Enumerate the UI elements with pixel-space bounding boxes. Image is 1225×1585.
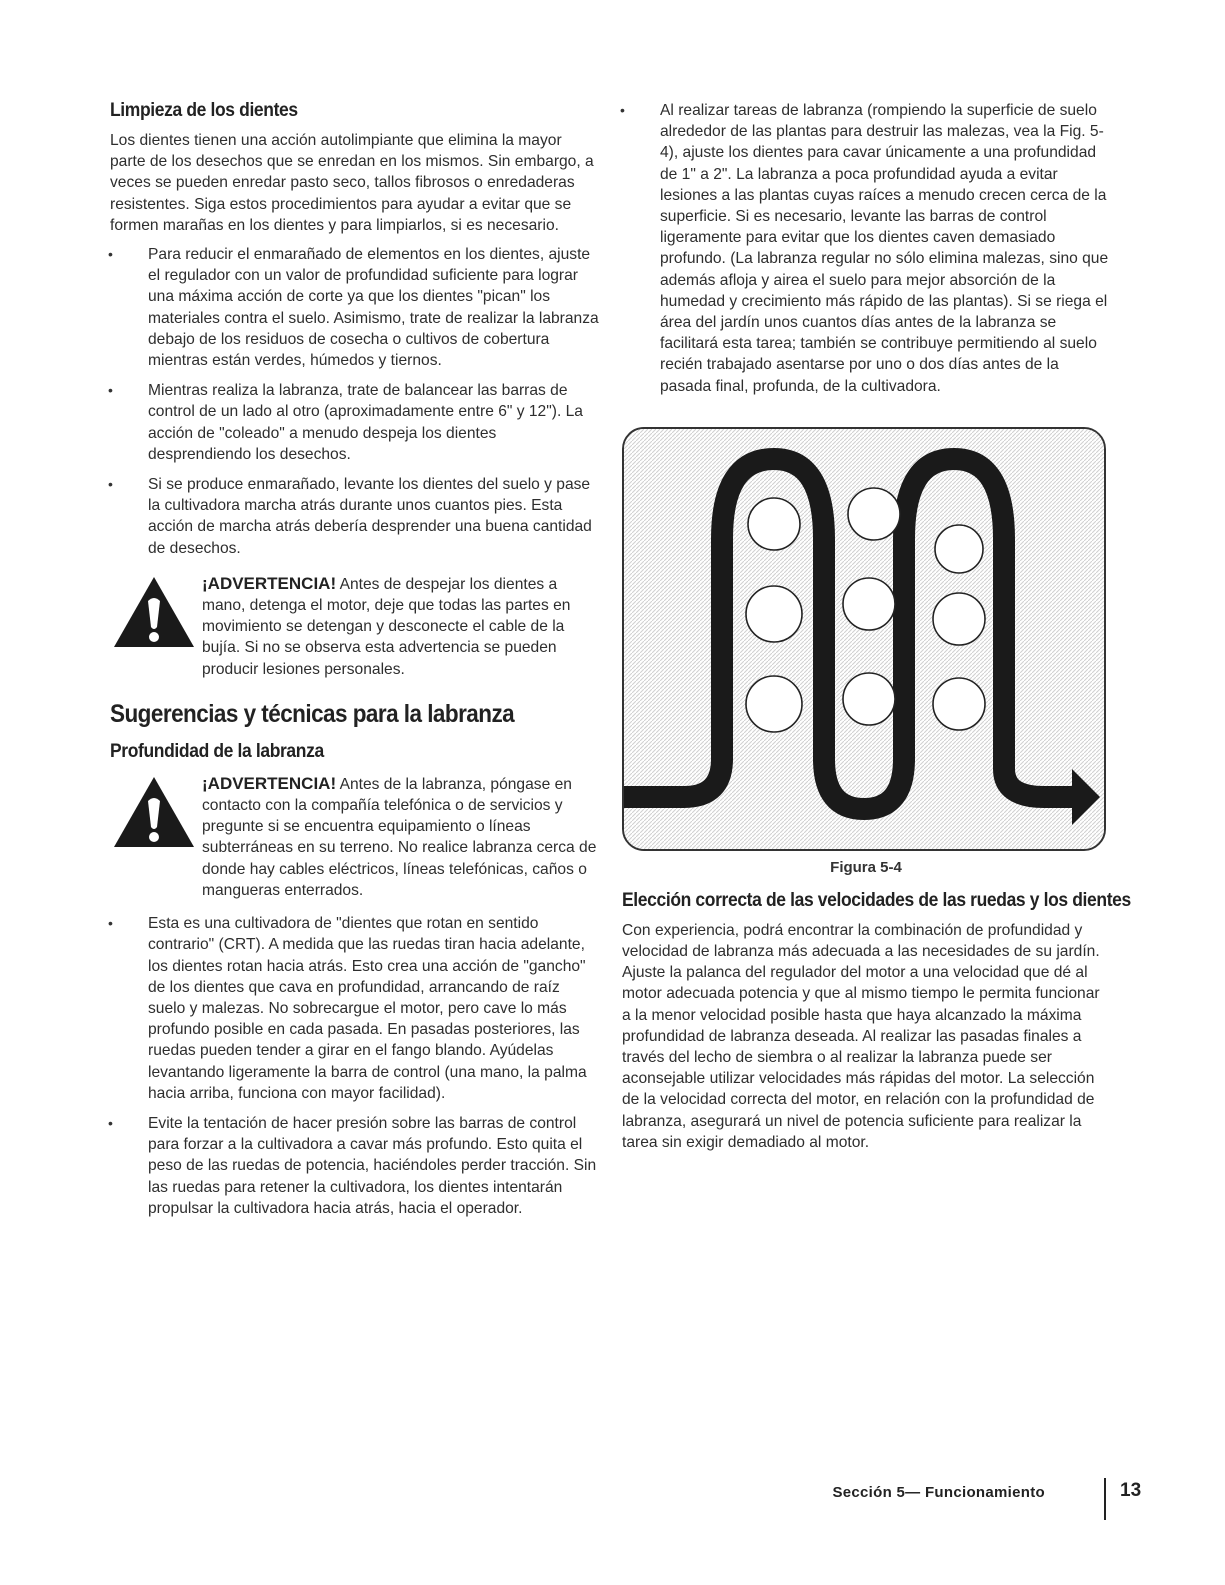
cultivating-list xyxy=(622,100,1110,397)
list-item: • Esta es una cultivadora de "dientes que rotan en sentido contrario" (CRT). A medida que las ruedas tiran hacia adelante, los dientes rotan hacia atrás. Esto crea una acción de "gancho" de los dientes que cava en profundidad, arrancando de raíz suelo y malezas. No sobrecargue el motor, pero cave lo más profundo posible en cada pasada. En pasadas posteriores, las ruedas pueden tender a girar en el fango blando. Ayúdelas levantando ligeramente la barra de control (una mano, la palma hacia arriba, funciona con mayor facilidad). xyxy=(108,915,587,1102)
footer-divider xyxy=(1104,1478,1106,1520)
limpieza-heading: Limpieza de los dientes xyxy=(110,100,298,121)
eleccion-heading: Elección correcta de las velocidades de las ruedas y los dientes xyxy=(622,889,1131,911)
left-column xyxy=(110,100,600,1228)
warning-triangle-icon xyxy=(112,575,196,649)
warning-text: ¡ADVERTENCIA! Antes de despejar los dientes a mano, detenga el motor, deje que todas las partes en movimiento se detengan y desconecte el cable de la bujía. Si no se observa esta advertencia se pueden producir lesiones personales. xyxy=(202,573,571,678)
page-number: 13 xyxy=(1120,1480,1142,1501)
warning-block-cleaning xyxy=(110,573,600,680)
cultivation-path-illustration xyxy=(624,429,1104,849)
eleccion-body: Con experiencia, podrá encontrar la combinación de profundidad y velocidad de labranza más adecuada a las necesidades de su jardín. Ajuste la palanca del regulador del motor a una velocidad que dé al motor adecuada potencia y que al mismo tiempo le permita funcionar a la menor velocidad posible hasta que haya alcanzado la máxima profundidad de labranza deseada. Al realizar las pasadas finales a través del lecho de siembra o al realizar la labranza puede ser aconsejable utilizar velocidades más rápidas del motor. La selección de la velocidad correcta del motor, en relación con la profundidad de labranza, asegurará un nivel de potencia suficiente para realizar la tarea sin exigir demadiado al motor. xyxy=(622,921,1100,1151)
warning-text: ¡ADVERTENCIA! Antes de la labranza, póngase en contacto con la compañía telefónica o de servicios y pregunte si se encuentra equipamiento o líneas subterráneas en su terreno. No realice labranza cerca de donde hay cables eléctricos, líneas telefónicas, caños o mangueras enterrados. xyxy=(202,773,597,899)
limpieza-intro: Los dientes tienen una acción autolimpiante que elimina la mayor parte de los desechos que se enredan en los mismos. Sin embargo, a veces se pueden enredar pasto seco, tallos fibrosos o enredaderas resistentes. Siga estos procedimientos para ayudar a evitar que se formen marañas en los dientes y para limpiarlos, si es necesario. xyxy=(110,132,594,234)
section-heading: Sugerencias y técnicas para la labranza xyxy=(110,699,515,728)
list-item: • Evite la tentación de hacer presión sobre las barras de control para forzar a la cultivadora a cavar más profundo. Esto quita el peso de las ruedas de potencia, haciéndoles perder tracción. Sin las ruedas para retener la cultivadora, los dientes intentarán propulsar la cultivadora hacia atrás, hacia el operador. xyxy=(108,1114,597,1217)
list-item: • Mientras realiza la labranza, trate de balancear las barras de control de un lado al otro (aproximadamente entre 6" y 12"). La acción de "coleado" a menudo despeja los dientes desprendiendo los desechos. xyxy=(108,382,583,463)
profundidad-list xyxy=(110,913,600,1219)
page-footer xyxy=(830,1478,1150,1518)
list-item: • Al realizar tareas de labranza (rompiendo la superficie de suelo alrededor de las plantas para destruir las malezas, vea la Fig. 5-4), ajuste los dientes para cavar únicamente a una profundidad de 1" a 2". La labranza a poca profundidad ayuda a evitar lesiones a las plantas cuyas raíces a menudo crecen cerca de la superficie. Si es necesario, levante las barras de control ligeramente para evitar que los dientes caven demasiado profundo. (La labranza regular no sólo elimina malezas, sino que además afloja y airea el suelo para mejor absorción de la humedad y crecimiento más rápido de las plantas). Si se riega el área del jardín unos cuantos días antes de la labranza se facilitará esta tarea; también se contribuye permitiendo al suelo recién trabajado asentarse por uno o dos días antes de la pasada final, profunda, de la cultivadora. xyxy=(620,102,1109,395)
right-column xyxy=(620,100,1131,1161)
profundidad-heading: Profundidad de la labranza xyxy=(110,740,324,762)
figure-5-4 xyxy=(622,427,1106,851)
footer-section-label: Sección 5— Funcionamiento xyxy=(832,1484,1045,1501)
warning-triangle-icon xyxy=(112,775,196,849)
limpieza-list xyxy=(110,244,600,559)
warning-block-depth xyxy=(110,773,600,901)
list-item: • Para reducir el enmarañado de elementos en los dientes, ajuste el regulador con un valor de profundidad suficiente para lograr una máxima acción de corte ya que los dientes "pican" los materiales contra el suelo. Asimismo, trate de realizar la labranza debajo de los residuos de cosecha o cultivos de cobertura mientras están verdes, húmedos y tiernos. xyxy=(108,246,599,370)
figure-caption: Figura 5-4 xyxy=(830,858,902,876)
list-item: • Si se produce enmarañado, levante los dientes del suelo y pase la cultivadora marcha atrás durante unos cuantos pies. Esta acción de marcha atrás debería desprender una buena cantidad de desechos. xyxy=(108,476,592,557)
